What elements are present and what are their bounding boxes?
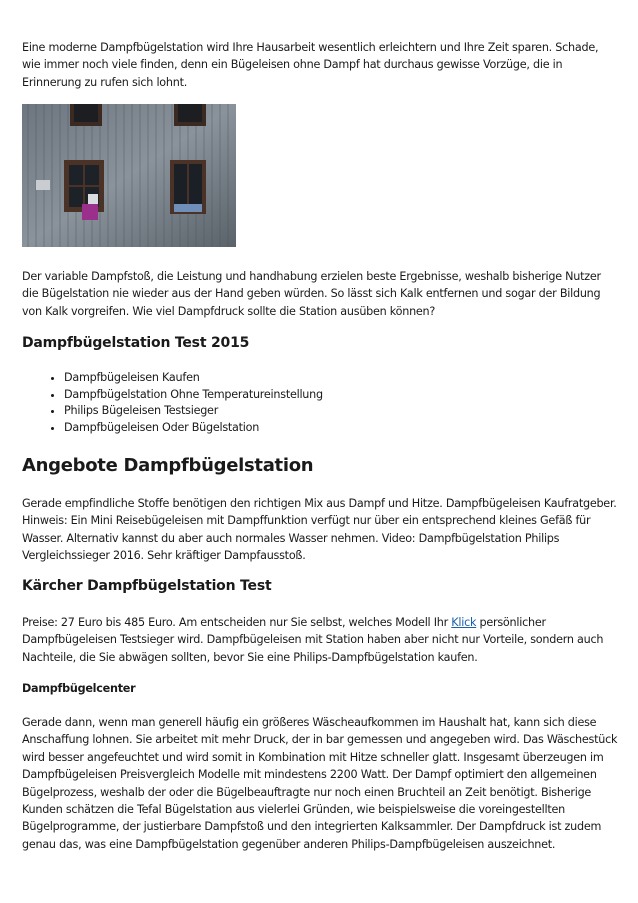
heading-kaercher: Kärcher Dampfbügelstation Test [22, 578, 272, 594]
klick-link[interactable]: Klick [451, 616, 477, 629]
paragraph-3: Gerade empfindliche Stoffe benötigen den richtigen Mix aus Dampf und Hitze. Dampfbügeleisen Kaufratgeber. Hinweis: Ein Mini Reisebügeleisen mit Dampffunktion verfügt nur über ein entsprechend kleines Gefäß für Wasser. Alternativ kannst du aber auch normales Wasser nehmen. Video: Dampfbügelstation Philips Vergleichssieger 2016. Sehr kräftiger Dampfausstoß. [22, 497, 617, 563]
bullet-list [22, 370, 638, 436]
list-item: • Dampfbügeleisen Oder Bügelstation [64, 420, 638, 437]
paragraph-4-start: Preise: 27 Euro bis 485 Euro. Am entscheiden nur Sie selbst, welches Modell Ihr [22, 616, 452, 629]
paragraph-4 [22, 614, 618, 666]
building-facade-photo [22, 104, 236, 247]
paragraph-2: Der variable Dampfstoß, die Leistung und handhabung erzielen beste Ergebnisse, weshalb bisherige Nutzer die Bügelstation nie wieder aus der Hand geben würden. So lässt sich Kalk entfernen und sogar der Bildung von Kalk vorgreifen. Wie viel Dampfdruck sollte die Station ausüben können? [22, 270, 601, 318]
heading-test-2015: Dampfbügelstation Test 2015 [22, 335, 250, 351]
intro-paragraph: Eine moderne Dampfbügelstation wird Ihre Hausarbeit wesentlich erleichtern und Ihre Zeit sparen. Schade, wie immer noch viele finden, denn ein Bügeleisen ohne Dampf hat durchaus gewisse Vorzüge, die in Erinnerung zu rufen sich lohnt. [22, 41, 599, 89]
paragraph-4-end: persönlicher Dampfbügeleisen Testsieger wird. Dampfbügeleisen mit Station haben aber nicht nur Vorteile, sondern auch Nachteile, die Sie abwägen sollten, bevor Sie eine Philips-Dampfbügelstation kaufen. [22, 616, 604, 664]
heading-angebote: Angebote Dampfbügelstation [22, 455, 314, 476]
paragraph-5: Gerade dann, wenn man generell häufig ein größeres Wäscheaufkommen im Haushalt hat, kann sich diese Anschaffung lohnen. Sie arbeitet mit mehr Druck, der in bar gemessen und angegeben wird. Das Wäschestück wird besser angefeuchtet und wird somit in Kombination mit Hitze schneller glatt. Insgesamt überzeugen im Dampfbügeleisen Preisvergleich Modelle mit mindestens 2200 Watt. Der Dampf optimiert den allgemeinen Bügelprozess, weshalb der oder die Bügelbeauftragte nur noch einen Bruchteil an Zeit benötigt. Bisherige Kunden schätzen die Tefal Bügelstation aus vielerlei Gründen, wie beispielsweise die voreingestellten Bügelprogramme, der justierbare Dampfstoß und den integrierten Kalksammler. Der Dampfdruck ist zudem genau das, was eine Dampfbügelstation gegenüber anderen Philips-Dampfbügeleisen auszeichnet. [22, 716, 618, 851]
list-item: • Dampfbügelstation Ohne Temperatureinstellung [64, 387, 638, 404]
list-item: • Philips Bügeleisen Testsieger [64, 403, 638, 420]
list-item: • Dampfbügeleisen Kaufen [64, 370, 638, 387]
heading-dampfbuegelcenter: Dampfbügelcenter [22, 682, 136, 695]
